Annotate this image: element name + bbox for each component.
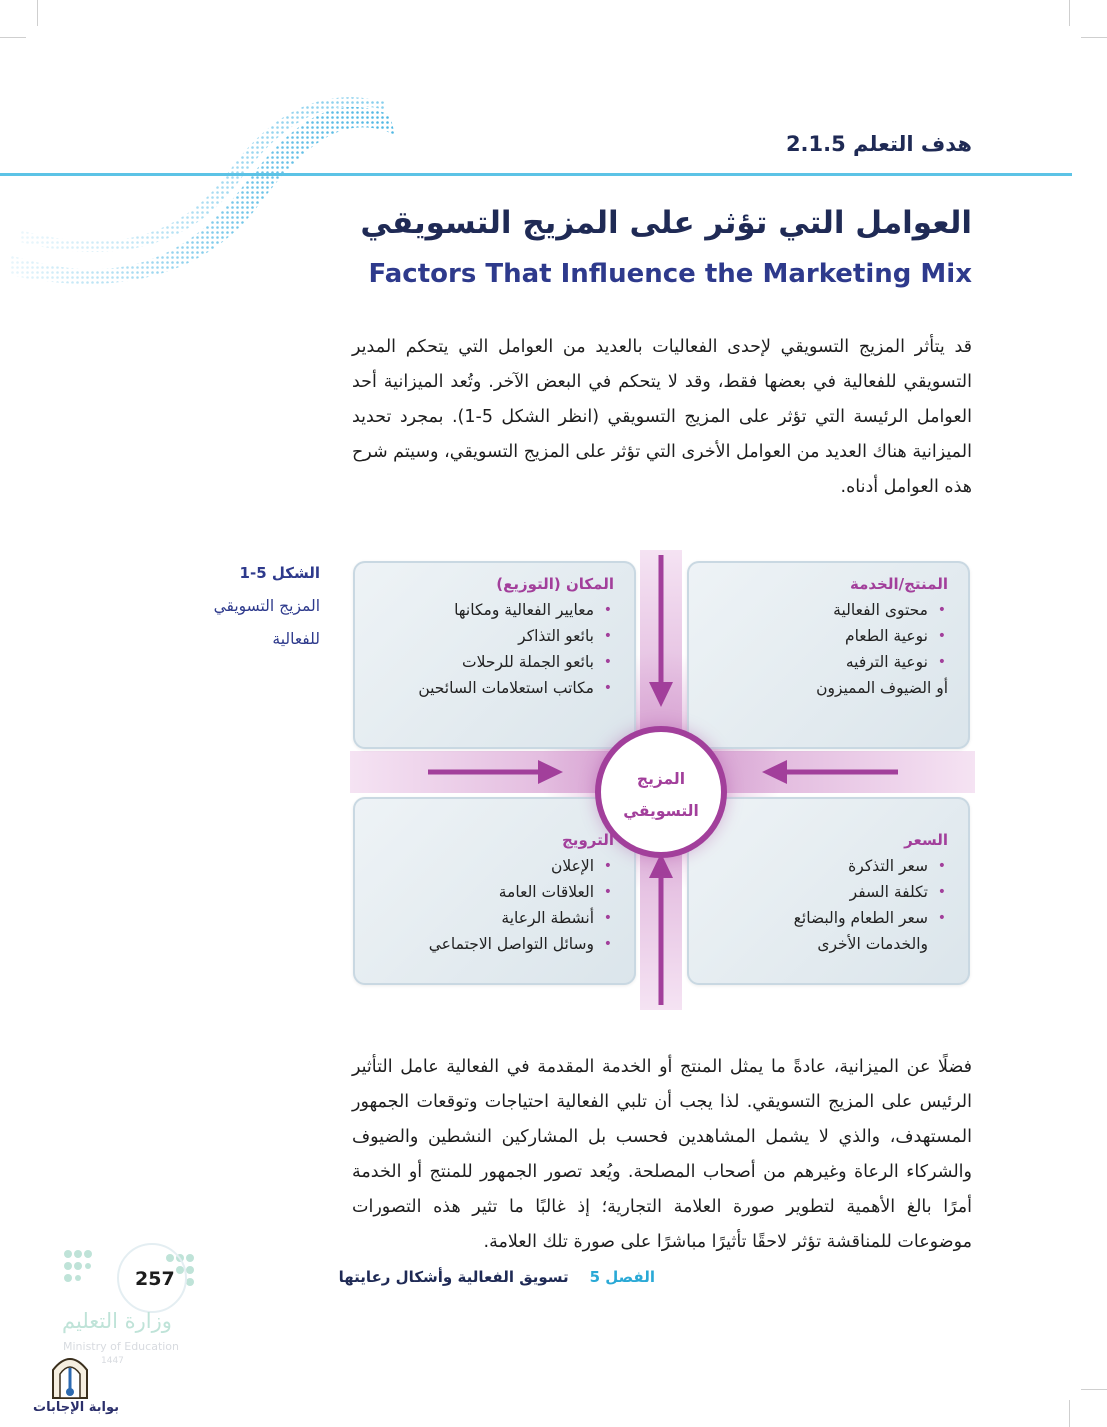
page-number: 257 <box>135 1268 175 1290</box>
chapter-number: 5 <box>589 1268 601 1286</box>
list-item: • بائعو الجملة للرحلات <box>369 649 614 675</box>
crop-mark <box>1069 1400 1070 1427</box>
crop-mark <box>37 0 38 26</box>
mosque-logo-icon <box>47 1348 93 1400</box>
crop-mark <box>1069 0 1070 26</box>
list-item: • بائعو التذاكر <box>369 623 614 649</box>
list-item: • نوعية الترفيه <box>703 649 948 675</box>
list-item: • أنشطة الرعاية <box>369 905 614 931</box>
hub-label-line1: المزيج <box>636 770 686 788</box>
crop-mark <box>0 37 26 38</box>
quadrant-product-title: المنتج/الخدمة <box>850 575 948 593</box>
list-item: • نوعية الطعام <box>703 623 948 649</box>
list-item: • الإعلان <box>369 853 614 879</box>
quadrant-price-title: السعر <box>904 831 948 849</box>
list-item: • معايير الفعالية ومكانها <box>369 597 614 623</box>
learning-objective: هدف التعلم 2.1.5 <box>785 132 972 156</box>
list-item-continuation: أو الضيوف المميزون <box>816 679 948 697</box>
list-item: • سعر الطعام والبضائع <box>703 905 948 931</box>
quadrant-place-title: المكان (التوزيع) <box>496 575 614 593</box>
arrow-right-head <box>538 760 563 784</box>
arrow-left-head <box>762 760 787 784</box>
body-paragraph: فضلًا عن الميزانية، عادةً ما يمثل المنتج أو الخدمة المقدمة في الفعالية عامل التأثير الرئيس على المزيج التسويقي. لذا يجب أن تلبي الفعالية احتياجات وتوقعات الجمهور المستهدف، والذي لا يشمل المشاهدين فحسب بل المشاركين النشطين والضيوف والشركاء الرعاة وغيرهم من أصحاب المصلحة. ويُعد تصور الجمهور للمنتج أو الخدمة أمرًا بالغ الأهمية لتطوير صورة العلامة التجارية؛ إذ غالبًا ما تثير هذه التصورات موضوعات للمناقشة تؤثر لاحقًا تأثيرًا مباشرًا على صورة تلك العلامة. <box>352 1057 972 1252</box>
figure-caption <box>180 557 320 656</box>
watermark-label: بوابة الإجابات <box>33 1400 119 1415</box>
ministry-dots-logo <box>60 1240 200 1320</box>
figure-number: الشكل 5-1 <box>239 564 320 582</box>
header-divider <box>0 173 1072 176</box>
arrow-down-head <box>649 682 673 707</box>
list-item: • العلاقات العامة <box>369 879 614 905</box>
figure-title: المزيج التسويقي للفعالية <box>213 597 320 648</box>
list-item: • تكلفة السفر <box>703 879 948 905</box>
quadrant-promotion-title: الترويج <box>562 831 614 849</box>
chapter-footer <box>339 1268 655 1286</box>
list-item: • مكاتب استعلامات السائحين <box>369 675 614 701</box>
ministry-name-arabic: وزارة التعليم <box>62 1309 172 1333</box>
title-arabic: العوامل التي تؤثر على المزيج التسويقي <box>360 205 972 241</box>
crop-mark <box>1081 1389 1107 1390</box>
list-item-continuation: والخدمات الأخرى <box>817 935 928 953</box>
list-item: • محتوى الفعالية <box>703 597 948 623</box>
decorative-wave-graphic <box>0 80 420 300</box>
chapter-label: الفصل <box>605 1268 655 1286</box>
title-english: Factors That Influence the Marketing Mix <box>368 259 972 289</box>
ministry-name-english: Ministry of Education <box>63 1340 180 1353</box>
marketing-mix-hub <box>595 726 727 858</box>
intro-paragraph: قد يتأثر المزيج التسويقي لإحدى الفعاليات بالعديد من العوامل التي يتحكم المدير التسويقي للفعالية في بعضها فقط، وقد لا يتحكم في البعض الآخر. وتُعد الميزانية أحد العوامل الرئيسة التي تؤثر على المزيج التسويقي (انظر الشكل 5-1). بمجرد تحديد الميزانية هناك العديد من العوامل الأخرى التي تؤثر على المزيج التسويقي، وسيتم شرح هذه العوامل أدناه. <box>352 337 972 497</box>
list-item: • سعر التذكرة <box>703 853 948 879</box>
list-item: • وسائل التواصل الاجتماعي <box>369 931 614 957</box>
chapter-title: تسويق الفعالية وأشكال رعايتها <box>338 1268 569 1286</box>
crop-mark <box>1081 37 1107 38</box>
hub-label-line2: التسويقي <box>623 802 699 820</box>
ministry-year: 1447 <box>101 1356 124 1366</box>
